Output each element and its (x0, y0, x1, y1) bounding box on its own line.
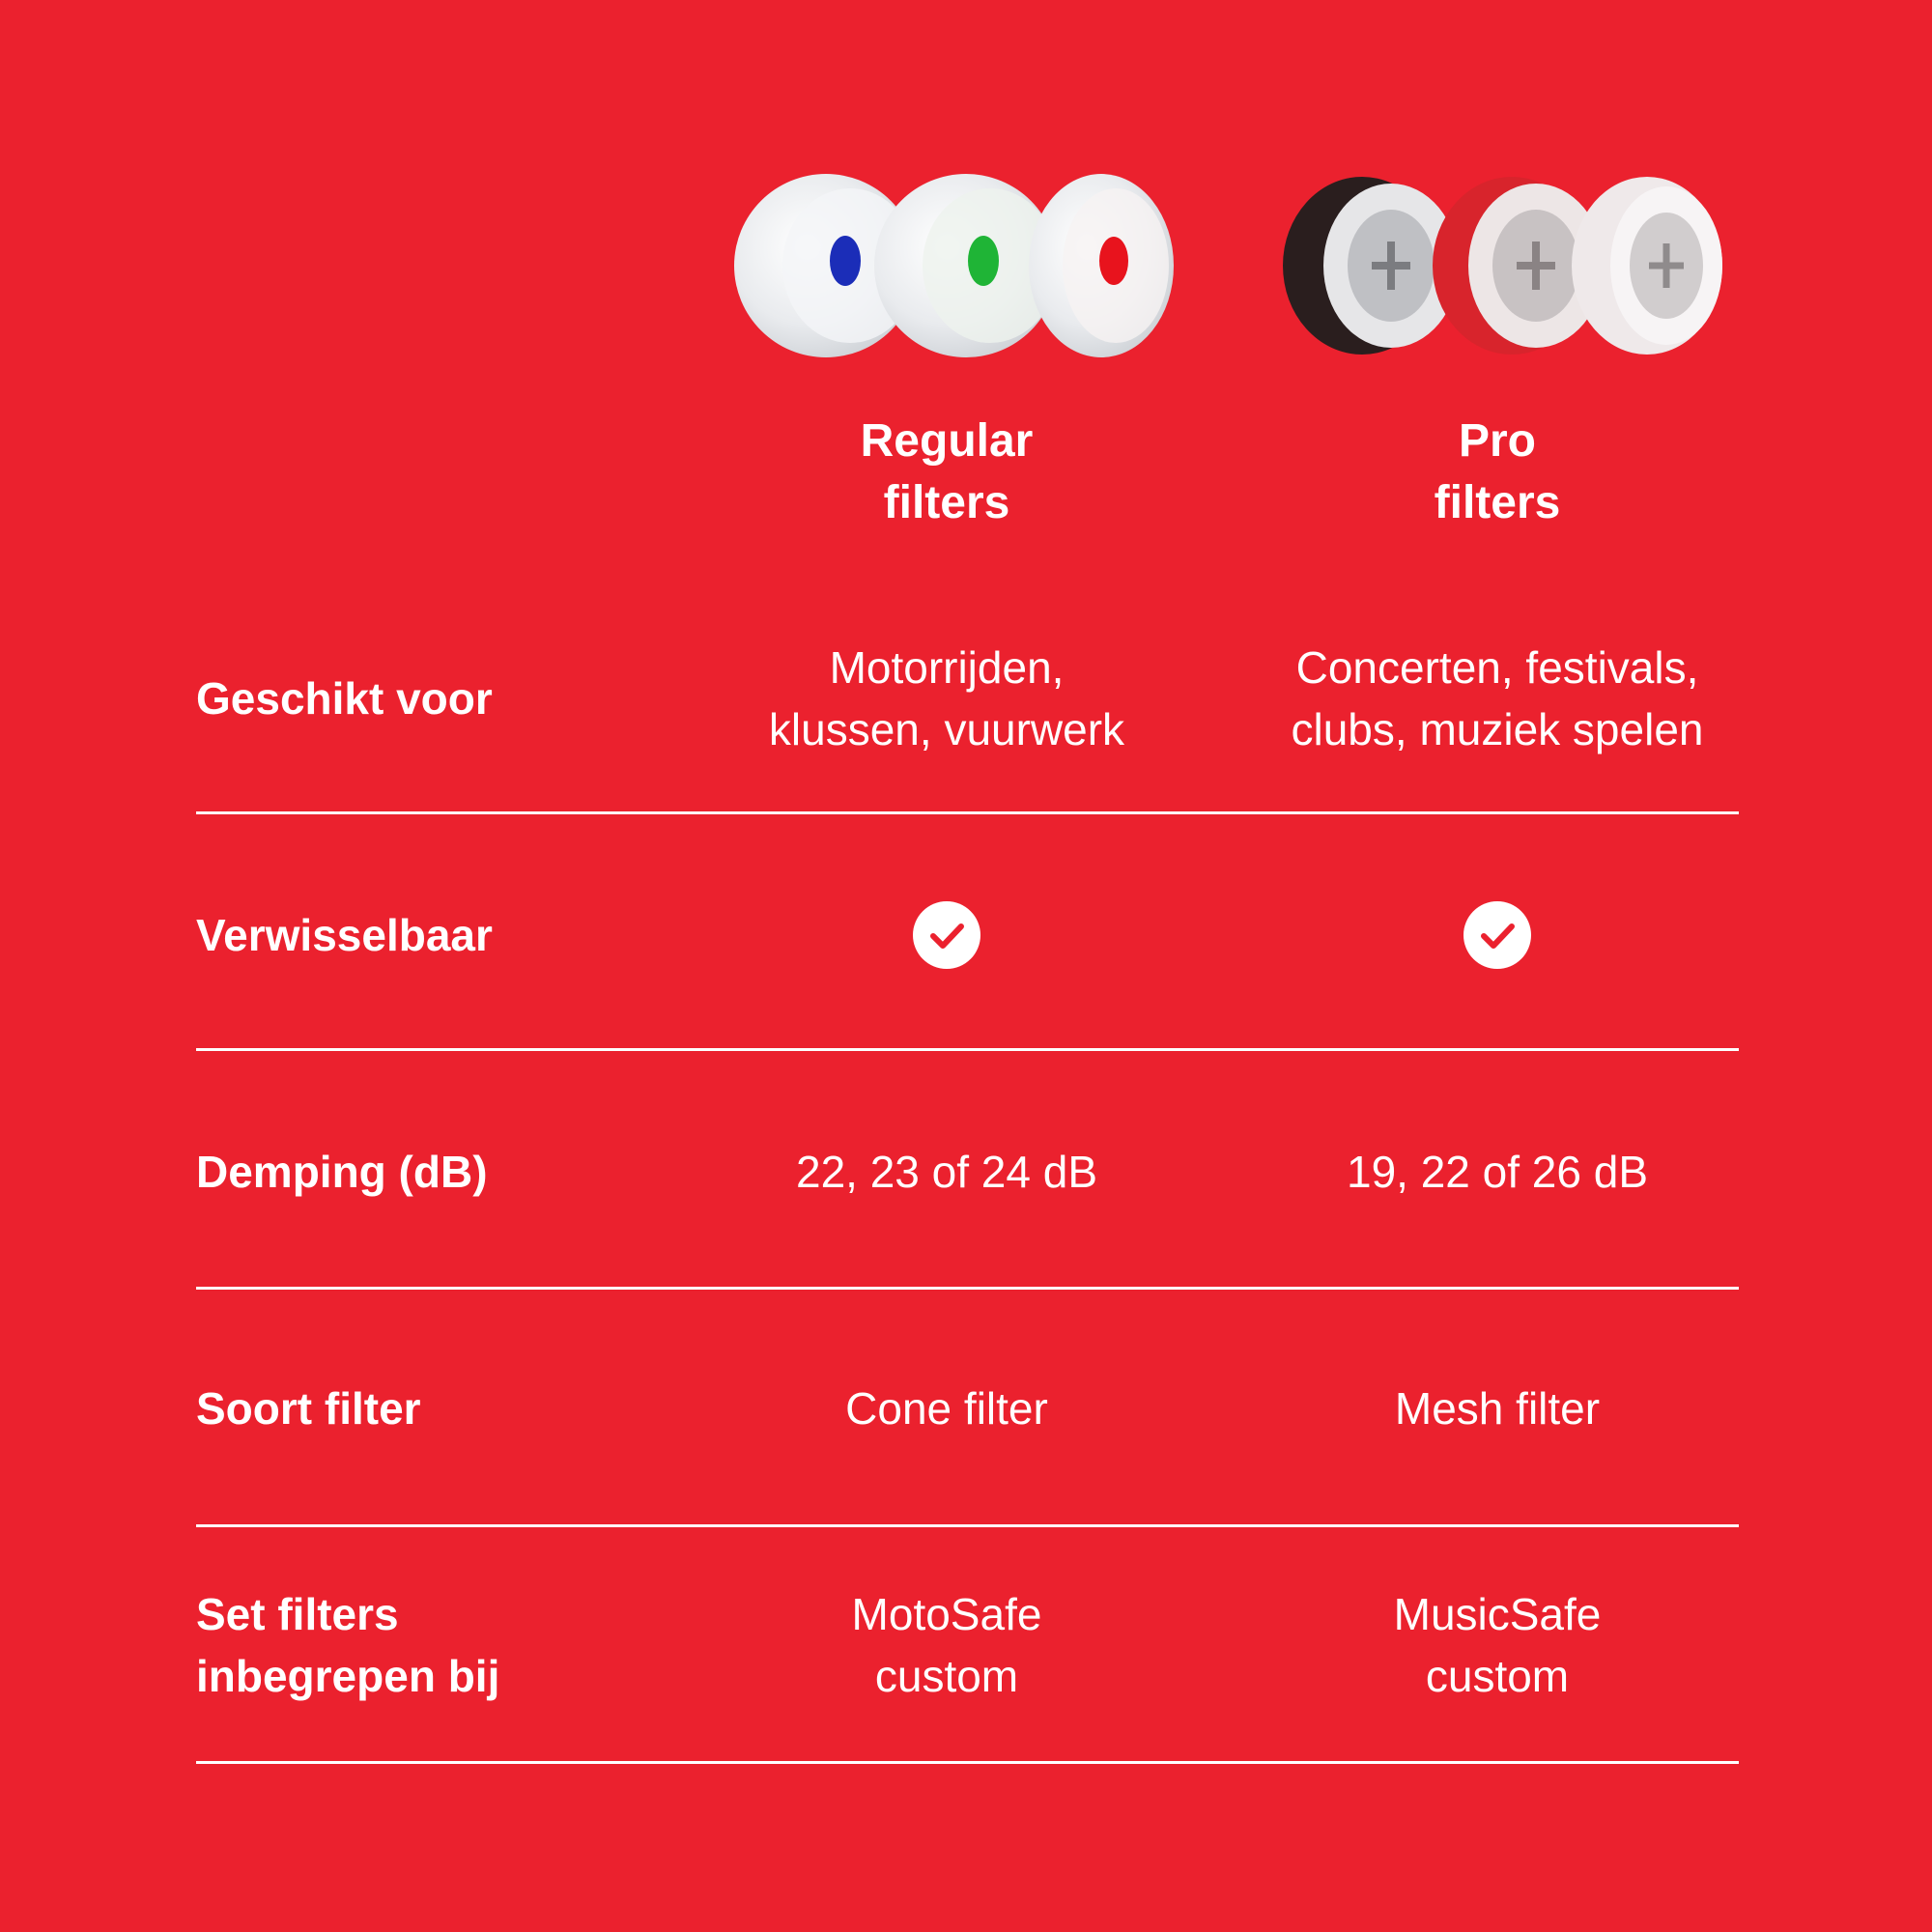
column-heading-pro: Pro filters (1434, 415, 1561, 528)
row-soort-filter (196, 1290, 1739, 1526)
row-label: Soort filter (196, 1382, 421, 1434)
row-label: Geschikt voor (196, 672, 493, 724)
row-label: Set filters inbegrepen bij (196, 1588, 500, 1701)
check-icon (913, 901, 980, 969)
red-dot (1099, 237, 1128, 285)
column-heading-regular: Regular filters (860, 415, 1034, 528)
green-dot (968, 236, 999, 286)
cell-regular (676, 816, 1217, 1053)
cell-pro: Mesh filter (1394, 1382, 1601, 1434)
pro-filters-image (1265, 164, 1729, 377)
row-demping (196, 1053, 1739, 1290)
cell-pro: 19, 22 of 26 dB (1346, 1146, 1649, 1197)
check-icon (1463, 901, 1531, 969)
row-geschikt-voor (196, 580, 1739, 816)
cell-pro: Concerten, festivals, clubs, muziek spelen (1291, 641, 1704, 754)
row-label: Verwisselbaar (196, 909, 493, 960)
pro-earplug-black (1283, 177, 1459, 355)
cell-regular: MotoSafe custom (851, 1588, 1042, 1701)
row-set-filters (196, 1526, 1739, 1763)
cell-regular: Cone filter (845, 1382, 1048, 1434)
pro-earplug-white (1572, 177, 1722, 355)
row-divider (196, 811, 1739, 814)
cell-regular: Motorrijden, klussen, vuurwerk (768, 641, 1125, 754)
row-verwisselbaar (196, 816, 1739, 1053)
cell-regular: 22, 23 of 24 dB (795, 1146, 1098, 1197)
row-label: Demping (dB) (196, 1146, 488, 1197)
cell-pro: MusicSafe custom (1393, 1588, 1602, 1701)
row-divider (196, 1761, 1739, 1764)
blue-dot (830, 236, 861, 286)
row-divider (196, 1048, 1739, 1051)
regular-earplug-red (1029, 174, 1174, 357)
regular-filters-image (715, 164, 1179, 377)
cell-pro (1227, 816, 1768, 1053)
